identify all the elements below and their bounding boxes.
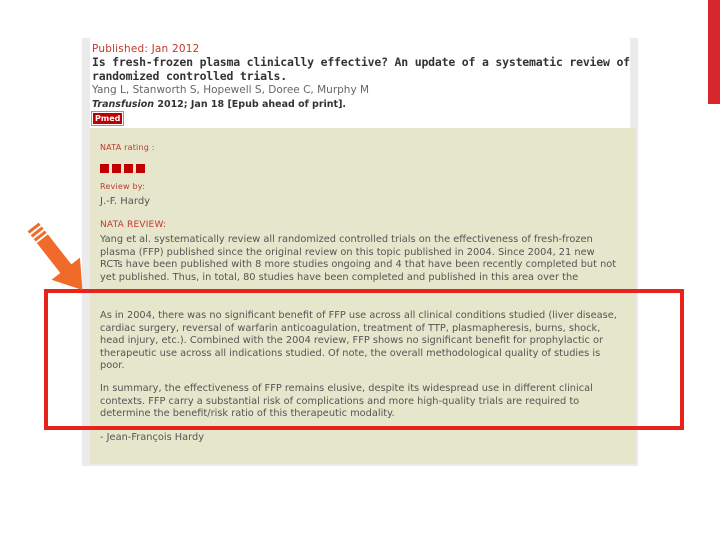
rating-stars (100, 158, 148, 167)
article-title[interactable]: Is fresh-frozen plasma clinically effective? An update of a systematic review of randomized controlled trials. (92, 55, 630, 83)
square-star-icon (136, 164, 145, 173)
article-header (90, 38, 630, 128)
pubmed-link-button[interactable]: Pmed (92, 112, 123, 125)
square-star-icon (124, 164, 133, 173)
published-date: Published: Jan 2012 (92, 43, 200, 55)
reviewer-name: J.-F. Hardy (100, 196, 151, 207)
square-star-icon (112, 164, 121, 173)
review-paragraph-1: Yang et al. systematically review all randomized controlled trials on the effectiveness of fresh-frozen plasma (FFP) published since the original review on this topic published in 2004. Since 2004, 21 new RCTs have been published with 8 more studies ongoing and 4 that have been recently completed but not yet published. Thus, in total, 80 studies have been completed and published in this area over the (100, 234, 617, 283)
journal-name: Transfusion (92, 99, 155, 110)
review-paragraph-3: In summary, the effectiveness of FFP remains elusive, despite its widespread use in different clinical contexts. FFP carry a substantial risk of complications and more high-quality trials are required to determine the benefit/risk ratio of this therapeutic modality. (100, 383, 593, 420)
rating-label: NATA rating : (100, 143, 155, 152)
article-authors: Yang L, Stanworth S, Hopewell S, Doree C, Murphy M (92, 84, 370, 96)
citation-details: 2012; Jan 18 [Epub ahead of print]. (154, 99, 347, 110)
reviewer-label: Review by: (100, 182, 146, 191)
accent-bar (708, 0, 720, 104)
review-label: NATA REVIEW: (100, 220, 167, 230)
review-signature: - Jean-François Hardy (100, 432, 205, 443)
review-paragraph-2: As in 2004, there was no significant benefit of FFP use across all clinical conditions studied (liver disease, cardiac surgery, reversal of warfarin anticoagulation, treatment of TTP, plasmapheresis, burns, shock, head injury, etc.). Combined with the 2004 review, FFP shows no significant benefit for prophylactic or therapeutic use across all indications studied. Of note, the overall methodological quality of studies is poor. (100, 310, 617, 372)
square-star-icon (100, 164, 109, 173)
article-citation (92, 99, 346, 110)
arrow-down-right-icon (24, 218, 94, 302)
highlight-box (44, 289, 684, 430)
